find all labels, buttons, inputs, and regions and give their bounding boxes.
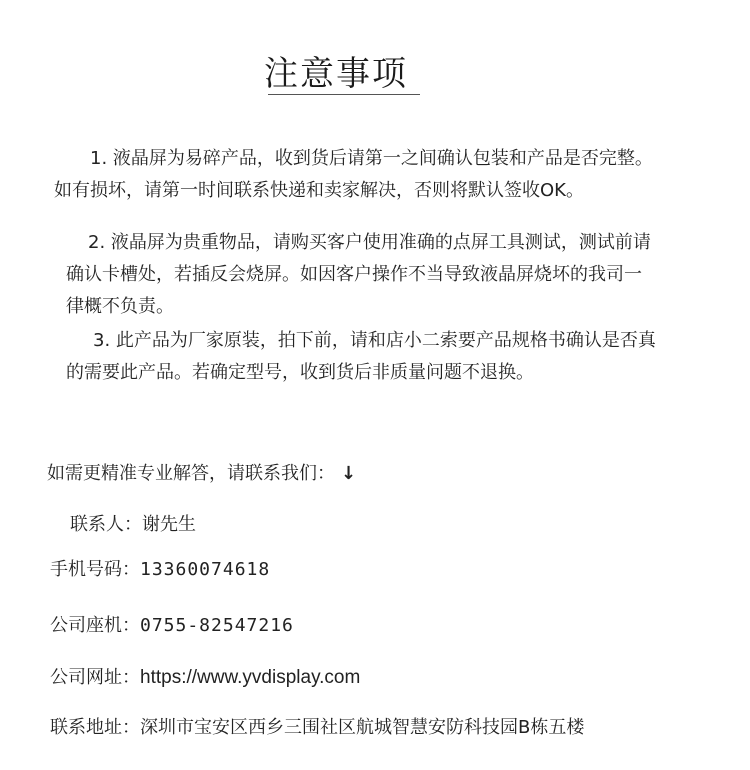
note-1-line-2: 如有损坏，请第一时间联系快递和卖家解决，否则将默认签收OK。 [54,180,584,201]
note-2-line-3: 律概不负责。 [66,296,174,317]
note-3-line-1: 3. 此产品为厂家原装，拍下前，请和店小二索要产品规格书确认是否真 [93,330,656,351]
address-label: 联系地址： [50,717,140,738]
landline-row [50,613,294,639]
website-row [50,665,360,691]
landline-label: 公司座机： [50,615,140,636]
address-value: 深圳市宝安区西乡三围社区航城智慧安防科技园B栋五楼 [140,717,585,738]
contact-intro-text: 如需更精准专业解答，请联系我们： [47,463,335,484]
mobile-phone-value[interactable]: 13360074618 [140,559,271,580]
contact-person-label: 联系人： [70,514,142,535]
note-1-line-1: 1. 液晶屏为易碎产品，收到货后请第一之间确认包装和产品是否完整。 [90,148,653,169]
website-label: 公司网址： [50,667,140,688]
note-3-line-2: 的需要此产品。若确定型号，收到货后非质量问题不退换。 [66,362,534,383]
page-title: 注意事项 [264,54,408,94]
landline-value[interactable]: 0755-82547216 [140,615,294,636]
arrow-down-icon: ↓ [341,463,357,484]
note-2-line-2: 确认卡槽处，若插反会烧屏。如因客户操作不当导致液晶屏烧坏的我司一 [66,264,642,285]
website-link[interactable]: https://www.yvdisplay.com [140,667,361,688]
address-row [50,715,584,741]
note-3 [66,325,656,389]
contact-intro [47,461,356,487]
note-2 [66,227,651,323]
contact-person-value: 谢先生 [142,514,196,535]
title-underline [268,94,420,95]
note-1 [54,143,653,207]
mobile-phone-row [50,557,270,583]
contact-person-row [70,512,196,538]
mobile-phone-label: 手机号码： [50,559,140,580]
note-2-line-1: 2. 液晶屏为贵重物品，请购买客户使用准确的点屏工具测试，测试前请 [88,232,651,253]
